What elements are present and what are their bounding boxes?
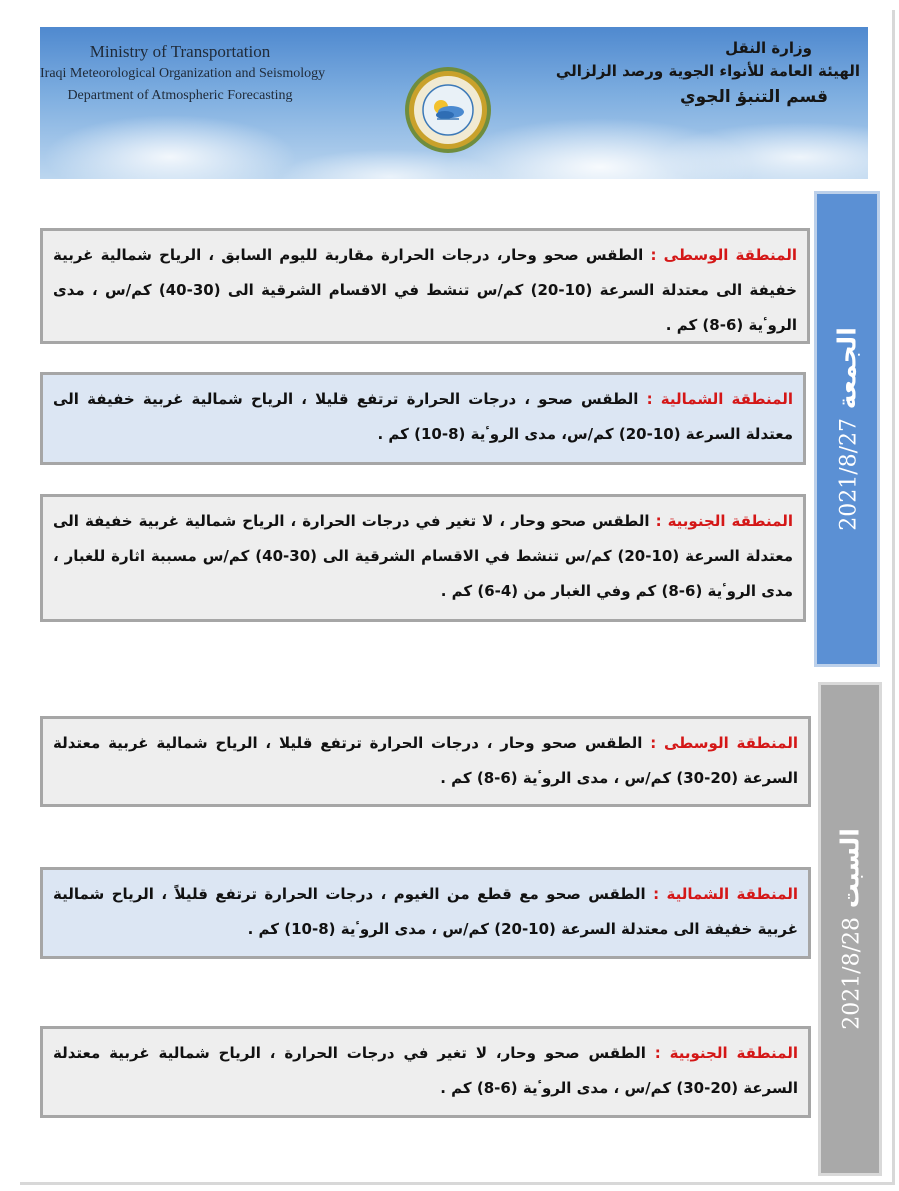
ministry-name-en: Ministry of Transportation xyxy=(89,42,271,61)
forecast-card-northern-day1 xyxy=(40,372,806,465)
region-label: المنطقة الجنوبية : xyxy=(654,1044,798,1062)
forecast-card-central-day1 xyxy=(40,228,810,344)
region-label: المنطقة الوسطى : xyxy=(650,734,798,752)
forecast-text: الطقس صحو وحار ، درجات الحرارة ترتفع قليلا ، الرياح شمالية غربية معتدلة السرعة (20-30) كم/س ، مدى الروٴية (6-8) كم . xyxy=(53,734,798,787)
region-label: المنطقة الجنوبية : xyxy=(655,512,793,530)
header-arabic-block xyxy=(556,37,860,111)
day-name: السبت xyxy=(835,828,865,909)
region-label: المنطقة الوسطى : xyxy=(650,246,797,264)
department-name-en: Department of Atmospheric Forecasting xyxy=(67,88,293,103)
header-english-block xyxy=(40,41,326,107)
forecast-card-northern-day2 xyxy=(40,867,811,959)
day-panel-friday xyxy=(814,191,880,667)
forecast-text: الطقس صحو ، درجات الحرارة ترتفع قليلا ، الرياح شمالية غربية خفيفة الى معتدلة السرعة (10-20) كم/س، مدى الروٴية (8-10) كم . xyxy=(53,390,793,443)
forecast-card-southern-day2 xyxy=(40,1026,811,1118)
forecast-text: الطقس صحو وحار، لا تغير في درجات الحرارة ، الرياح شمالية غربية معتدلة السرعة (20-30) كم/س ، مدى الروٴية (6-8) كم . xyxy=(53,1044,798,1097)
forecast-text: الطقس صحو وحار ، لا تغير في درجات الحرارة ، الرياح شمالية غربية خفيفة الى معتدلة السرعة (10-20) كم/س تنشط في الاقسام الشرقية الى (30-40) كم/س مسببة اثارة للغبار ، مدى الروٴية (6-8) كم وفي الغبار من (4-6) كم . xyxy=(53,512,793,600)
ministry-name-ar: وزارة النقل xyxy=(725,39,812,57)
header-banner xyxy=(40,27,868,179)
day-panel-saturday xyxy=(818,682,882,1176)
organization-name-ar: الهيئة العامة للأنواء الجوية ورصد الزلزالي xyxy=(555,62,860,80)
forecast-text: الطقس صحو مع قطع من الغيوم ، درجات الحرارة ترتفع قليلاً ، الرياح شمالية غربية خفيفة الى معتدلة السرعة (10-20) كم/س ، مدى الروٴية (8-10) كم . xyxy=(53,885,798,938)
day-date: 2021/8/28 xyxy=(839,916,865,1030)
day-label xyxy=(836,828,865,1030)
region-label: المنطقة الشمالية : xyxy=(646,390,793,408)
department-name-ar: قسم التنبؤ الجوي xyxy=(680,87,828,107)
forecast-text: الطقس صحو وحار، درجات الحرارة مقاربة لليوم السابق ، الرياح شمالية غربية خفيفة الى معتدلة السرعة (10-20) كم/س تنشط في الاقسام الشرقية الى (30-40) كم/س ، مدى الروٴية (6-8) كم . xyxy=(53,246,797,334)
region-label: المنطقة الشمالية : xyxy=(653,885,798,903)
organization-name-en: Iraqi Meteorological Organization and Seismology xyxy=(40,66,326,81)
day-label xyxy=(833,327,862,531)
day-date: 2021/8/27 xyxy=(836,417,862,531)
organization-logo xyxy=(403,65,493,155)
day-name: الجمعة xyxy=(832,327,862,410)
forecast-card-central-day2 xyxy=(40,716,811,807)
forecast-card-southern-day1 xyxy=(40,494,806,622)
